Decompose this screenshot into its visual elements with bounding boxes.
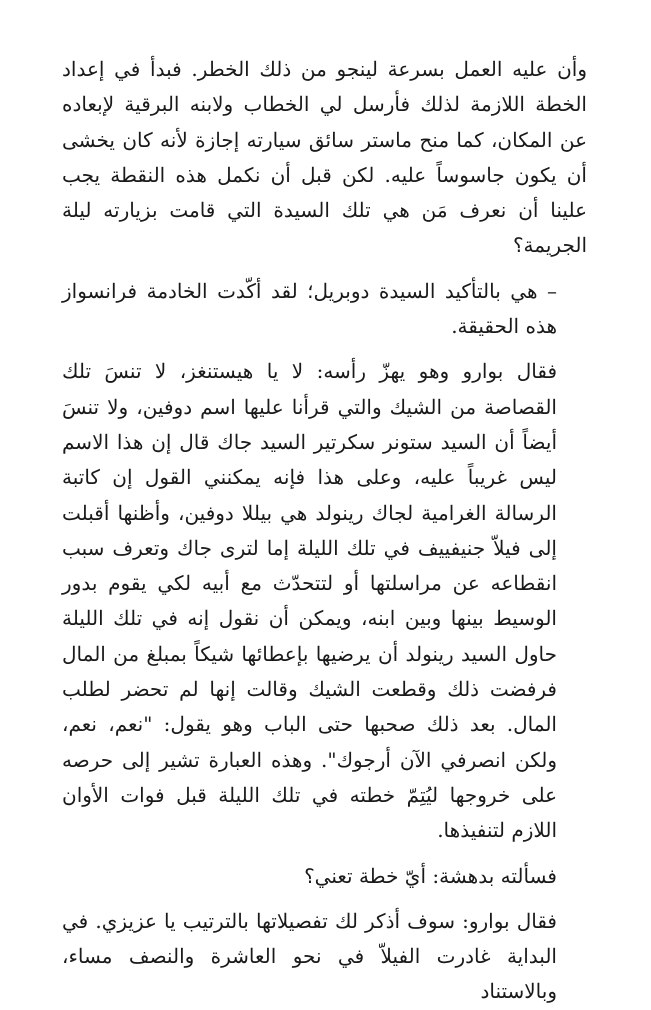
paragraph-poirot-explanation: فقال بوارو وهو يهزّ رأسه: لا يا هيستنغز، لا تنسَ تلك القصاصة من الشيك والتي قرأنا عليها اسم دوفين، ولا تنسَ أيضاً أن السيد ستونر سكرتير السيد جاك قال إن هذا الاسم ليس غريباً عليه، وعلى هذا فإنه يمكنني القول إن كاتبة الرسالة الغرامية لجاك رينولد هي بيللا دوفين، وأظنها أقبلت إلى فيلاّ جنيفييف في تلك الليلة إما لترى جاك وتعرف سبب انقطاعه عن مراسلتها أو لتتحدّث مع أبيه لكي يقوم بدور الوسيط بينها وبين ابنه، ويمكن أن نقول إنه في تلك الليلة حاول السيد رينولد أن يرضيها بإعطائها شيكاً بمبلغ من المال فرفضت ذلك وقطعت الشيك وقالت إنها لم تحضر لطلب المال. بعد ذلك صحبها حتى الباب وهو يقول: "نعم، نعم، ولكن انصرفي الآن أرجوك". وهذه العبارة تشير إلى حرصه على خروجها ليُتِمّ خطته في تلك الليلة قبل فوات الأوان اللازم لتنفيذها.: [62, 359, 558, 843]
book-page: [62, 52, 587, 1004]
paragraph-question: فسألته بدهشة: أيّ خطة تعني؟: [304, 863, 557, 888]
paragraph-dubreuil-answer: – هي بالتأكيد السيدة دوبريل؛ لقد أكّدت الخادمة فرانسواز هذه الحقيقة.: [62, 278, 557, 339]
paragraph-plan: وأن عليه العمل بسرعة لينجو من ذلك الخطر. فبدأ في إعداد الخطة اللازمة لذلك فأرسل لي الخطاب ولابنه البرقية لإبعاده عن المكان، كما منح ماستر سائق سيارته إجازة لأنه كان يخشى أن يكون جاسوساً عليه. لكن قبل أن نكمل هذه النقطة يجب علينا أن نعرف مَن هي تلك السيدة التي قامت بزيارته ليلة الجريمة؟: [62, 57, 587, 258]
paragraph-poirot-details: فقال بوارو: سوف أذكر لك تفصيلاتها بالترتيب يا عزيزي. في البداية غادرت الفيلاّ في نحو العاشرة والنصف مساء، وبالاستناد: [62, 908, 557, 1004]
